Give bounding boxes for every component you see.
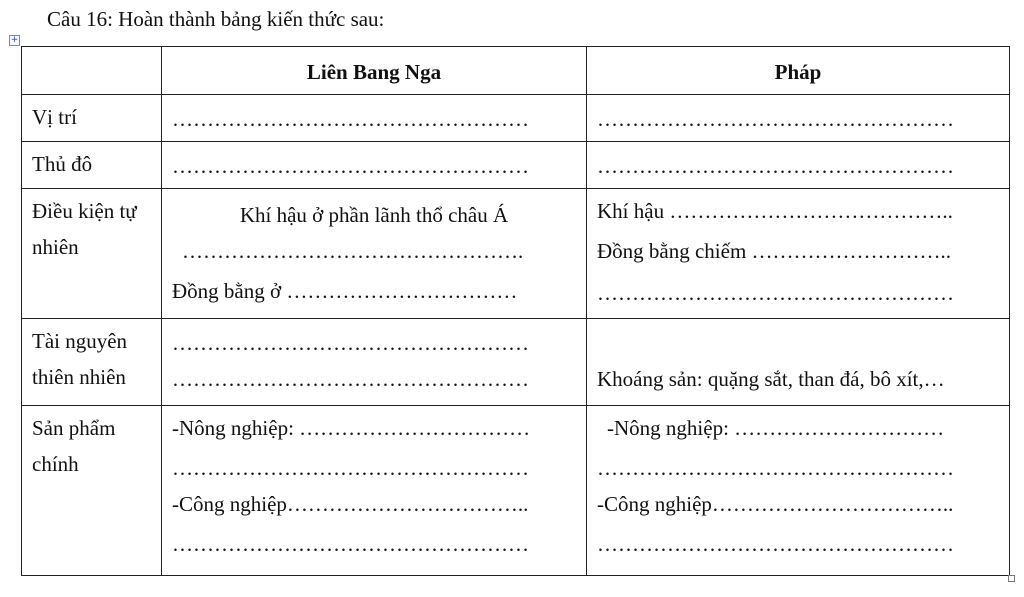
cell-nga-san-pham[interactable]	[162, 406, 587, 576]
table-row-vi-tri	[22, 95, 1010, 142]
cell-nga-thu-do[interactable]	[162, 142, 587, 189]
blank-line: ……………………………………………	[172, 532, 529, 556]
cell-phap-tai-nguyen[interactable]	[587, 319, 1010, 406]
blank-line: ……………………………………………	[597, 107, 954, 131]
cell-nga-tai-nguyen[interactable]	[162, 319, 587, 406]
row-label-line: Tài nguyên	[32, 329, 128, 353]
row-label-line: Sản phẩm	[32, 416, 116, 440]
blank-line: ………………………………………….	[182, 239, 524, 263]
table-move-handle-icon[interactable]: +	[10, 35, 19, 45]
text-line: Khí hậu …………………………………..	[597, 199, 953, 223]
text-line: -Công nghiệp……………………………..	[172, 492, 529, 516]
table-resize-handle[interactable]	[1008, 575, 1015, 582]
row-label-thu-do: Thủ đô	[22, 142, 162, 189]
header-empty	[22, 47, 162, 95]
table-header-row	[22, 47, 1010, 95]
table-row-dieu-kien-tu-nhien	[22, 189, 1010, 319]
blank-line: ……………………………………………	[597, 456, 954, 480]
text-line: -Nông nghiệp: ……………………………	[172, 416, 531, 440]
blank-line: ……………………………………………	[597, 532, 954, 556]
text-line: -Công nghiệp……………………………..	[597, 492, 954, 516]
cell-phap-vi-tri[interactable]	[587, 95, 1010, 142]
row-label-tai-nguyen	[22, 319, 162, 406]
text-line: Đồng bằng chiếm ………………………..	[597, 239, 952, 263]
row-label-line: Điều kiện tự	[32, 199, 137, 223]
cell-nga-dieu-kien[interactable]	[162, 189, 587, 319]
cell-phap-dieu-kien[interactable]	[587, 189, 1010, 319]
question-title: Câu 16: Hoàn thành bảng kiến thức sau:	[47, 7, 385, 31]
row-label-line: thiên nhiên	[32, 365, 126, 389]
header-lien-bang-nga: Liên Bang Nga	[162, 47, 587, 95]
blank-line: ……………………………………………	[172, 367, 529, 391]
blank-line: ……………………………………………	[172, 107, 529, 131]
header-phap: Pháp	[587, 47, 1010, 95]
text-line: Đồng bằng ở ……………………………	[172, 279, 518, 303]
table-row-san-pham	[22, 406, 1010, 576]
table-row-tai-nguyen	[22, 319, 1010, 406]
text-line: -Nông nghiệp: …………………………	[607, 416, 945, 440]
blank-line: ……………………………………………	[172, 331, 529, 355]
blank-line: ……………………………………………	[172, 154, 529, 178]
row-label-vi-tri: Vị trí	[22, 95, 162, 142]
row-label-dieu-kien-tu-nhien	[22, 189, 162, 319]
row-label-line: chính	[32, 452, 79, 476]
blank-line: ……………………………………………	[597, 154, 954, 178]
text-line: Khoáng sản: quặng sắt, than đá, bô xít,…	[597, 367, 945, 391]
text-line: Khí hậu ở phần lãnh thổ châu Á	[239, 203, 509, 227]
cell-nga-vi-tri[interactable]	[162, 95, 587, 142]
table-row-thu-do	[22, 142, 1010, 189]
knowledge-table	[21, 46, 1010, 576]
cell-phap-san-pham[interactable]	[587, 406, 1010, 576]
row-label-line: nhiên	[32, 235, 79, 259]
blank-line: ……………………………………………	[172, 456, 529, 480]
blank-line: ……………………………………………	[597, 281, 954, 305]
row-label-san-pham	[22, 406, 162, 576]
cell-phap-thu-do[interactable]	[587, 142, 1010, 189]
